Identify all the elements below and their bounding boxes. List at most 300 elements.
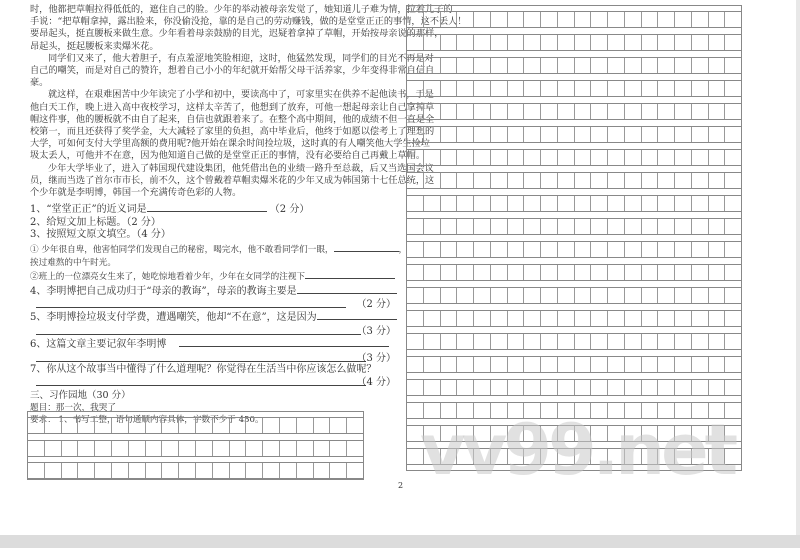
grid-cell[interactable] <box>591 173 608 188</box>
grid-cell[interactable] <box>642 357 659 372</box>
grid-cell[interactable] <box>524 288 541 303</box>
grid-cell[interactable] <box>508 311 525 326</box>
grid-cell[interactable] <box>457 150 474 165</box>
grid-cell[interactable] <box>196 418 213 433</box>
grid-cell[interactable] <box>608 357 625 372</box>
grid-cell[interactable] <box>575 242 592 257</box>
grid-cell[interactable] <box>642 196 659 211</box>
grid-cell[interactable] <box>541 127 558 142</box>
grid-cell[interactable] <box>692 242 709 257</box>
grid-cell[interactable] <box>608 219 625 234</box>
grid-cell[interactable] <box>407 196 424 211</box>
grid-cell[interactable] <box>642 242 659 257</box>
grid-cell[interactable] <box>491 288 508 303</box>
grid-cell[interactable] <box>424 311 441 326</box>
grid-cell[interactable] <box>692 58 709 73</box>
grid-cell[interactable] <box>457 334 474 349</box>
grid-cell[interactable] <box>658 288 675 303</box>
grid-cell[interactable] <box>658 196 675 211</box>
grid-cell[interactable] <box>457 81 474 96</box>
grid-cell[interactable] <box>330 463 347 478</box>
grid-cell[interactable] <box>575 334 592 349</box>
grid-cell[interactable] <box>474 357 491 372</box>
grid-cell[interactable] <box>558 150 575 165</box>
grid-cell[interactable] <box>246 463 263 478</box>
grid-cell[interactable] <box>424 58 441 73</box>
grid-cell[interactable] <box>541 150 558 165</box>
grid-cell[interactable] <box>424 173 441 188</box>
grid-cell[interactable] <box>474 104 491 119</box>
grid-cell[interactable] <box>474 334 491 349</box>
grid-cell[interactable] <box>558 311 575 326</box>
grid-cell[interactable] <box>491 81 508 96</box>
grid-cell[interactable] <box>213 441 230 456</box>
grid-cell[interactable] <box>474 242 491 257</box>
grid-cell[interactable] <box>347 463 363 478</box>
grid-cell[interactable] <box>45 418 62 433</box>
grid-cell[interactable] <box>625 81 642 96</box>
grid-cell[interactable] <box>263 463 280 478</box>
grid-cell[interactable] <box>508 219 525 234</box>
grid-cell[interactable] <box>658 150 675 165</box>
grid-cell[interactable] <box>725 104 741 119</box>
grid-cell[interactable] <box>541 380 558 395</box>
grid-cell[interactable] <box>575 288 592 303</box>
grid-cell[interactable] <box>263 441 280 456</box>
grid-cell[interactable] <box>314 463 331 478</box>
grid-cell[interactable] <box>608 380 625 395</box>
grid-cell[interactable] <box>625 334 642 349</box>
grid-cell[interactable] <box>491 380 508 395</box>
grid-cell[interactable] <box>725 265 741 280</box>
grid-cell[interactable] <box>725 58 741 73</box>
grid-cell[interactable] <box>625 357 642 372</box>
grid-cell[interactable] <box>179 463 196 478</box>
grid-cell[interactable] <box>642 12 659 27</box>
grid-cell[interactable] <box>541 288 558 303</box>
grid-cell[interactable] <box>675 288 692 303</box>
grid-cell[interactable] <box>78 463 95 478</box>
grid-cell[interactable] <box>457 380 474 395</box>
grid-cell[interactable] <box>146 463 163 478</box>
grid-cell[interactable] <box>591 127 608 142</box>
grid-cell[interactable] <box>407 150 424 165</box>
grid-cell[interactable] <box>558 196 575 211</box>
grid-cell[interactable] <box>575 357 592 372</box>
grid-cell[interactable] <box>230 441 247 456</box>
grid-cell[interactable] <box>491 196 508 211</box>
grid-cell[interactable] <box>441 173 458 188</box>
grid-cell[interactable] <box>508 58 525 73</box>
grid-cell[interactable] <box>709 12 726 27</box>
grid-cell[interactable] <box>457 12 474 27</box>
grid-cell[interactable] <box>692 104 709 119</box>
grid-cell[interactable] <box>441 219 458 234</box>
grid-cell[interactable] <box>407 35 424 50</box>
grid-cell[interactable] <box>558 357 575 372</box>
grid-cell[interactable] <box>474 150 491 165</box>
grid-cell[interactable] <box>162 418 179 433</box>
grid-cell[interactable] <box>524 12 541 27</box>
grid-cell[interactable] <box>692 334 709 349</box>
grid-cell[interactable] <box>28 441 45 456</box>
grid-cell[interactable] <box>692 173 709 188</box>
grid-cell[interactable] <box>558 173 575 188</box>
grid-cell[interactable] <box>725 81 741 96</box>
grid-cell[interactable] <box>692 357 709 372</box>
grid-cell[interactable] <box>575 173 592 188</box>
grid-cell[interactable] <box>524 127 541 142</box>
grid-cell[interactable] <box>608 35 625 50</box>
grid-cell[interactable] <box>675 12 692 27</box>
grid-cell[interactable] <box>608 150 625 165</box>
grid-cell[interactable] <box>675 357 692 372</box>
grid-cell[interactable] <box>642 35 659 50</box>
grid-cell[interactable] <box>508 104 525 119</box>
grid-cell[interactable] <box>642 334 659 349</box>
grid-cell[interactable] <box>491 150 508 165</box>
grid-cell[interactable] <box>575 219 592 234</box>
grid-cell[interactable] <box>407 12 424 27</box>
grid-cell[interactable] <box>457 58 474 73</box>
grid-cell[interactable] <box>658 127 675 142</box>
grid-cell[interactable] <box>213 418 230 433</box>
grid-cell[interactable] <box>541 311 558 326</box>
grid-cell[interactable] <box>407 104 424 119</box>
grid-cell[interactable] <box>625 12 642 27</box>
grid-cell[interactable] <box>541 242 558 257</box>
grid-cell[interactable] <box>709 127 726 142</box>
grid-cell[interactable] <box>675 196 692 211</box>
grid-cell[interactable] <box>575 58 592 73</box>
grid-cell[interactable] <box>608 81 625 96</box>
grid-cell[interactable] <box>347 441 363 456</box>
grid-cell[interactable] <box>658 81 675 96</box>
grid-cell[interactable] <box>424 357 441 372</box>
grid-cell[interactable] <box>524 58 541 73</box>
grid-cell[interactable] <box>508 334 525 349</box>
grid-cell[interactable] <box>709 58 726 73</box>
grid-cell[interactable] <box>709 288 726 303</box>
grid-cell[interactable] <box>441 35 458 50</box>
grid-cell[interactable] <box>692 311 709 326</box>
grid-cell[interactable] <box>675 311 692 326</box>
grid-cell[interactable] <box>541 81 558 96</box>
q5-answer-line[interactable] <box>317 310 397 320</box>
grid-cell[interactable] <box>692 35 709 50</box>
grid-cell[interactable] <box>424 380 441 395</box>
grid-cell[interactable] <box>196 463 213 478</box>
grid-cell[interactable] <box>558 380 575 395</box>
grid-cell[interactable] <box>407 58 424 73</box>
grid-cell[interactable] <box>230 463 247 478</box>
grid-cell[interactable] <box>675 35 692 50</box>
grid-cell[interactable] <box>508 242 525 257</box>
grid-cell[interactable] <box>725 288 741 303</box>
writing-grid-left[interactable] <box>27 411 364 480</box>
grid-cell[interactable] <box>625 265 642 280</box>
grid-cell[interactable] <box>692 380 709 395</box>
grid-cell[interactable] <box>658 311 675 326</box>
grid-cell[interactable] <box>591 12 608 27</box>
grid-cell[interactable] <box>457 357 474 372</box>
grid-cell[interactable] <box>541 35 558 50</box>
grid-cell[interactable] <box>508 12 525 27</box>
grid-cell[interactable] <box>424 196 441 211</box>
grid-cell[interactable] <box>407 265 424 280</box>
grid-cell[interactable] <box>441 127 458 142</box>
grid-cell[interactable] <box>491 12 508 27</box>
grid-cell[interactable] <box>692 288 709 303</box>
grid-cell[interactable] <box>541 173 558 188</box>
grid-cell[interactable] <box>112 418 129 433</box>
grid-cell[interactable] <box>658 35 675 50</box>
grid-cell[interactable] <box>725 196 741 211</box>
grid-cell[interactable] <box>45 463 62 478</box>
grid-cell[interactable] <box>625 173 642 188</box>
grid-cell[interactable] <box>709 196 726 211</box>
grid-cell[interactable] <box>441 311 458 326</box>
grid-cell[interactable] <box>491 173 508 188</box>
grid-cell[interactable] <box>625 104 642 119</box>
grid-cell[interactable] <box>280 463 297 478</box>
grid-cell[interactable] <box>675 81 692 96</box>
scrollbar-track[interactable] <box>796 0 800 535</box>
grid-cell[interactable] <box>709 334 726 349</box>
grid-cell[interactable] <box>658 242 675 257</box>
grid-cell[interactable] <box>608 173 625 188</box>
grid-cell[interactable] <box>608 12 625 27</box>
grid-cell[interactable] <box>675 380 692 395</box>
grid-cell[interactable] <box>407 357 424 372</box>
grid-cell[interactable] <box>330 418 347 433</box>
grid-cell[interactable] <box>508 357 525 372</box>
grid-cell[interactable] <box>474 265 491 280</box>
grid-cell[interactable] <box>407 219 424 234</box>
q5-answer-line-2[interactable] <box>36 325 361 335</box>
q6-answer-line[interactable] <box>179 337 389 347</box>
grid-cell[interactable] <box>591 81 608 96</box>
grid-cell[interactable] <box>608 127 625 142</box>
grid-cell[interactable] <box>524 173 541 188</box>
grid-cell[interactable] <box>95 418 112 433</box>
q3a-answer-line[interactable] <box>334 242 399 252</box>
grid-cell[interactable] <box>642 311 659 326</box>
grid-cell[interactable] <box>424 127 441 142</box>
grid-cell[interactable] <box>642 104 659 119</box>
grid-cell[interactable] <box>675 150 692 165</box>
grid-cell[interactable] <box>642 81 659 96</box>
grid-cell[interactable] <box>625 58 642 73</box>
grid-cell[interactable] <box>642 173 659 188</box>
grid-cell[interactable] <box>591 35 608 50</box>
grid-cell[interactable] <box>297 463 314 478</box>
grid-cell[interactable] <box>508 196 525 211</box>
grid-cell[interactable] <box>608 288 625 303</box>
grid-cell[interactable] <box>246 418 263 433</box>
grid-cell[interactable] <box>524 357 541 372</box>
grid-cell[interactable] <box>491 311 508 326</box>
grid-cell[interactable] <box>474 81 491 96</box>
grid-cell[interactable] <box>675 104 692 119</box>
grid-cell[interactable] <box>508 127 525 142</box>
grid-cell[interactable] <box>675 173 692 188</box>
grid-cell[interactable] <box>129 441 146 456</box>
grid-cell[interactable] <box>541 104 558 119</box>
grid-cell[interactable] <box>642 58 659 73</box>
grid-cell[interactable] <box>541 12 558 27</box>
grid-cell[interactable] <box>95 463 112 478</box>
grid-cell[interactable] <box>709 242 726 257</box>
grid-cell[interactable] <box>541 357 558 372</box>
grid-cell[interactable] <box>608 58 625 73</box>
grid-cell[interactable] <box>230 418 247 433</box>
grid-cell[interactable] <box>424 265 441 280</box>
grid-cell[interactable] <box>591 58 608 73</box>
grid-cell[interactable] <box>692 150 709 165</box>
grid-cell[interactable] <box>457 242 474 257</box>
grid-cell[interactable] <box>558 242 575 257</box>
grid-cell[interactable] <box>558 127 575 142</box>
grid-cell[interactable] <box>491 127 508 142</box>
grid-cell[interactable] <box>441 150 458 165</box>
grid-cell[interactable] <box>95 441 112 456</box>
grid-cell[interactable] <box>725 12 741 27</box>
grid-cell[interactable] <box>608 104 625 119</box>
grid-cell[interactable] <box>591 334 608 349</box>
q1-answer-line[interactable] <box>147 202 267 212</box>
grid-cell[interactable] <box>424 35 441 50</box>
grid-cell[interactable] <box>725 219 741 234</box>
grid-cell[interactable] <box>457 127 474 142</box>
grid-cell[interactable] <box>558 219 575 234</box>
grid-cell[interactable] <box>457 265 474 280</box>
q4-answer-line[interactable] <box>297 284 397 294</box>
grid-cell[interactable] <box>491 219 508 234</box>
grid-cell[interactable] <box>524 334 541 349</box>
grid-cell[interactable] <box>491 35 508 50</box>
grid-cell[interactable] <box>457 311 474 326</box>
grid-cell[interactable] <box>709 35 726 50</box>
grid-cell[interactable] <box>524 35 541 50</box>
grid-cell[interactable] <box>441 265 458 280</box>
grid-cell[interactable] <box>608 242 625 257</box>
grid-cell[interactable] <box>608 311 625 326</box>
grid-cell[interactable] <box>725 311 741 326</box>
grid-cell[interactable] <box>625 219 642 234</box>
grid-cell[interactable] <box>45 441 62 456</box>
grid-cell[interactable] <box>508 173 525 188</box>
grid-cell[interactable] <box>709 311 726 326</box>
grid-cell[interactable] <box>709 104 726 119</box>
grid-cell[interactable] <box>725 357 741 372</box>
grid-cell[interactable] <box>112 463 129 478</box>
grid-cell[interactable] <box>625 127 642 142</box>
grid-cell[interactable] <box>625 242 642 257</box>
grid-cell[interactable] <box>675 127 692 142</box>
grid-cell[interactable] <box>658 334 675 349</box>
grid-cell[interactable] <box>591 219 608 234</box>
grid-cell[interactable] <box>675 242 692 257</box>
grid-cell[interactable] <box>424 242 441 257</box>
grid-cell[interactable] <box>78 418 95 433</box>
grid-cell[interactable] <box>675 334 692 349</box>
grid-cell[interactable] <box>524 150 541 165</box>
grid-cell[interactable] <box>28 463 45 478</box>
grid-cell[interactable] <box>441 58 458 73</box>
grid-cell[interactable] <box>524 380 541 395</box>
grid-cell[interactable] <box>314 418 331 433</box>
grid-cell[interactable] <box>575 104 592 119</box>
grid-cell[interactable] <box>424 12 441 27</box>
grid-cell[interactable] <box>524 242 541 257</box>
grid-cell[interactable] <box>575 196 592 211</box>
grid-cell[interactable] <box>541 334 558 349</box>
grid-cell[interactable] <box>441 12 458 27</box>
grid-cell[interactable] <box>575 12 592 27</box>
grid-cell[interactable] <box>508 150 525 165</box>
grid-cell[interactable] <box>246 441 263 456</box>
grid-cell[interactable] <box>591 150 608 165</box>
grid-cell[interactable] <box>575 265 592 280</box>
grid-cell[interactable] <box>491 265 508 280</box>
grid-cell[interactable] <box>658 265 675 280</box>
grid-cell[interactable] <box>508 265 525 280</box>
grid-cell[interactable] <box>213 463 230 478</box>
grid-cell[interactable] <box>725 35 741 50</box>
grid-cell[interactable] <box>280 418 297 433</box>
grid-cell[interactable] <box>692 265 709 280</box>
grid-cell[interactable] <box>491 242 508 257</box>
grid-cell[interactable] <box>491 334 508 349</box>
grid-cell[interactable] <box>558 58 575 73</box>
grid-cell[interactable] <box>625 196 642 211</box>
grid-cell[interactable] <box>625 35 642 50</box>
grid-cell[interactable] <box>162 441 179 456</box>
grid-cell[interactable] <box>709 357 726 372</box>
grid-cell[interactable] <box>625 150 642 165</box>
grid-cell[interactable] <box>179 441 196 456</box>
grid-cell[interactable] <box>474 173 491 188</box>
grid-cell[interactable] <box>625 380 642 395</box>
grid-cell[interactable] <box>28 418 45 433</box>
grid-cell[interactable] <box>692 127 709 142</box>
grid-cell[interactable] <box>692 196 709 211</box>
grid-cell[interactable] <box>424 81 441 96</box>
grid-cell[interactable] <box>558 104 575 119</box>
grid-cell[interactable] <box>424 104 441 119</box>
grid-cell[interactable] <box>62 418 79 433</box>
grid-cell[interactable] <box>474 380 491 395</box>
grid-cell[interactable] <box>508 380 525 395</box>
grid-cell[interactable] <box>474 311 491 326</box>
grid-cell[interactable] <box>642 288 659 303</box>
grid-cell[interactable] <box>591 380 608 395</box>
grid-cell[interactable] <box>524 311 541 326</box>
grid-cell[interactable] <box>441 196 458 211</box>
grid-cell[interactable] <box>558 12 575 27</box>
grid-cell[interactable] <box>575 81 592 96</box>
grid-cell[interactable] <box>129 463 146 478</box>
grid-cell[interactable] <box>457 196 474 211</box>
grid-cell[interactable] <box>642 219 659 234</box>
grid-cell[interactable] <box>558 265 575 280</box>
grid-cell[interactable] <box>558 288 575 303</box>
grid-cell[interactable] <box>541 219 558 234</box>
grid-cell[interactable] <box>591 196 608 211</box>
grid-cell[interactable] <box>591 104 608 119</box>
grid-cell[interactable] <box>424 219 441 234</box>
